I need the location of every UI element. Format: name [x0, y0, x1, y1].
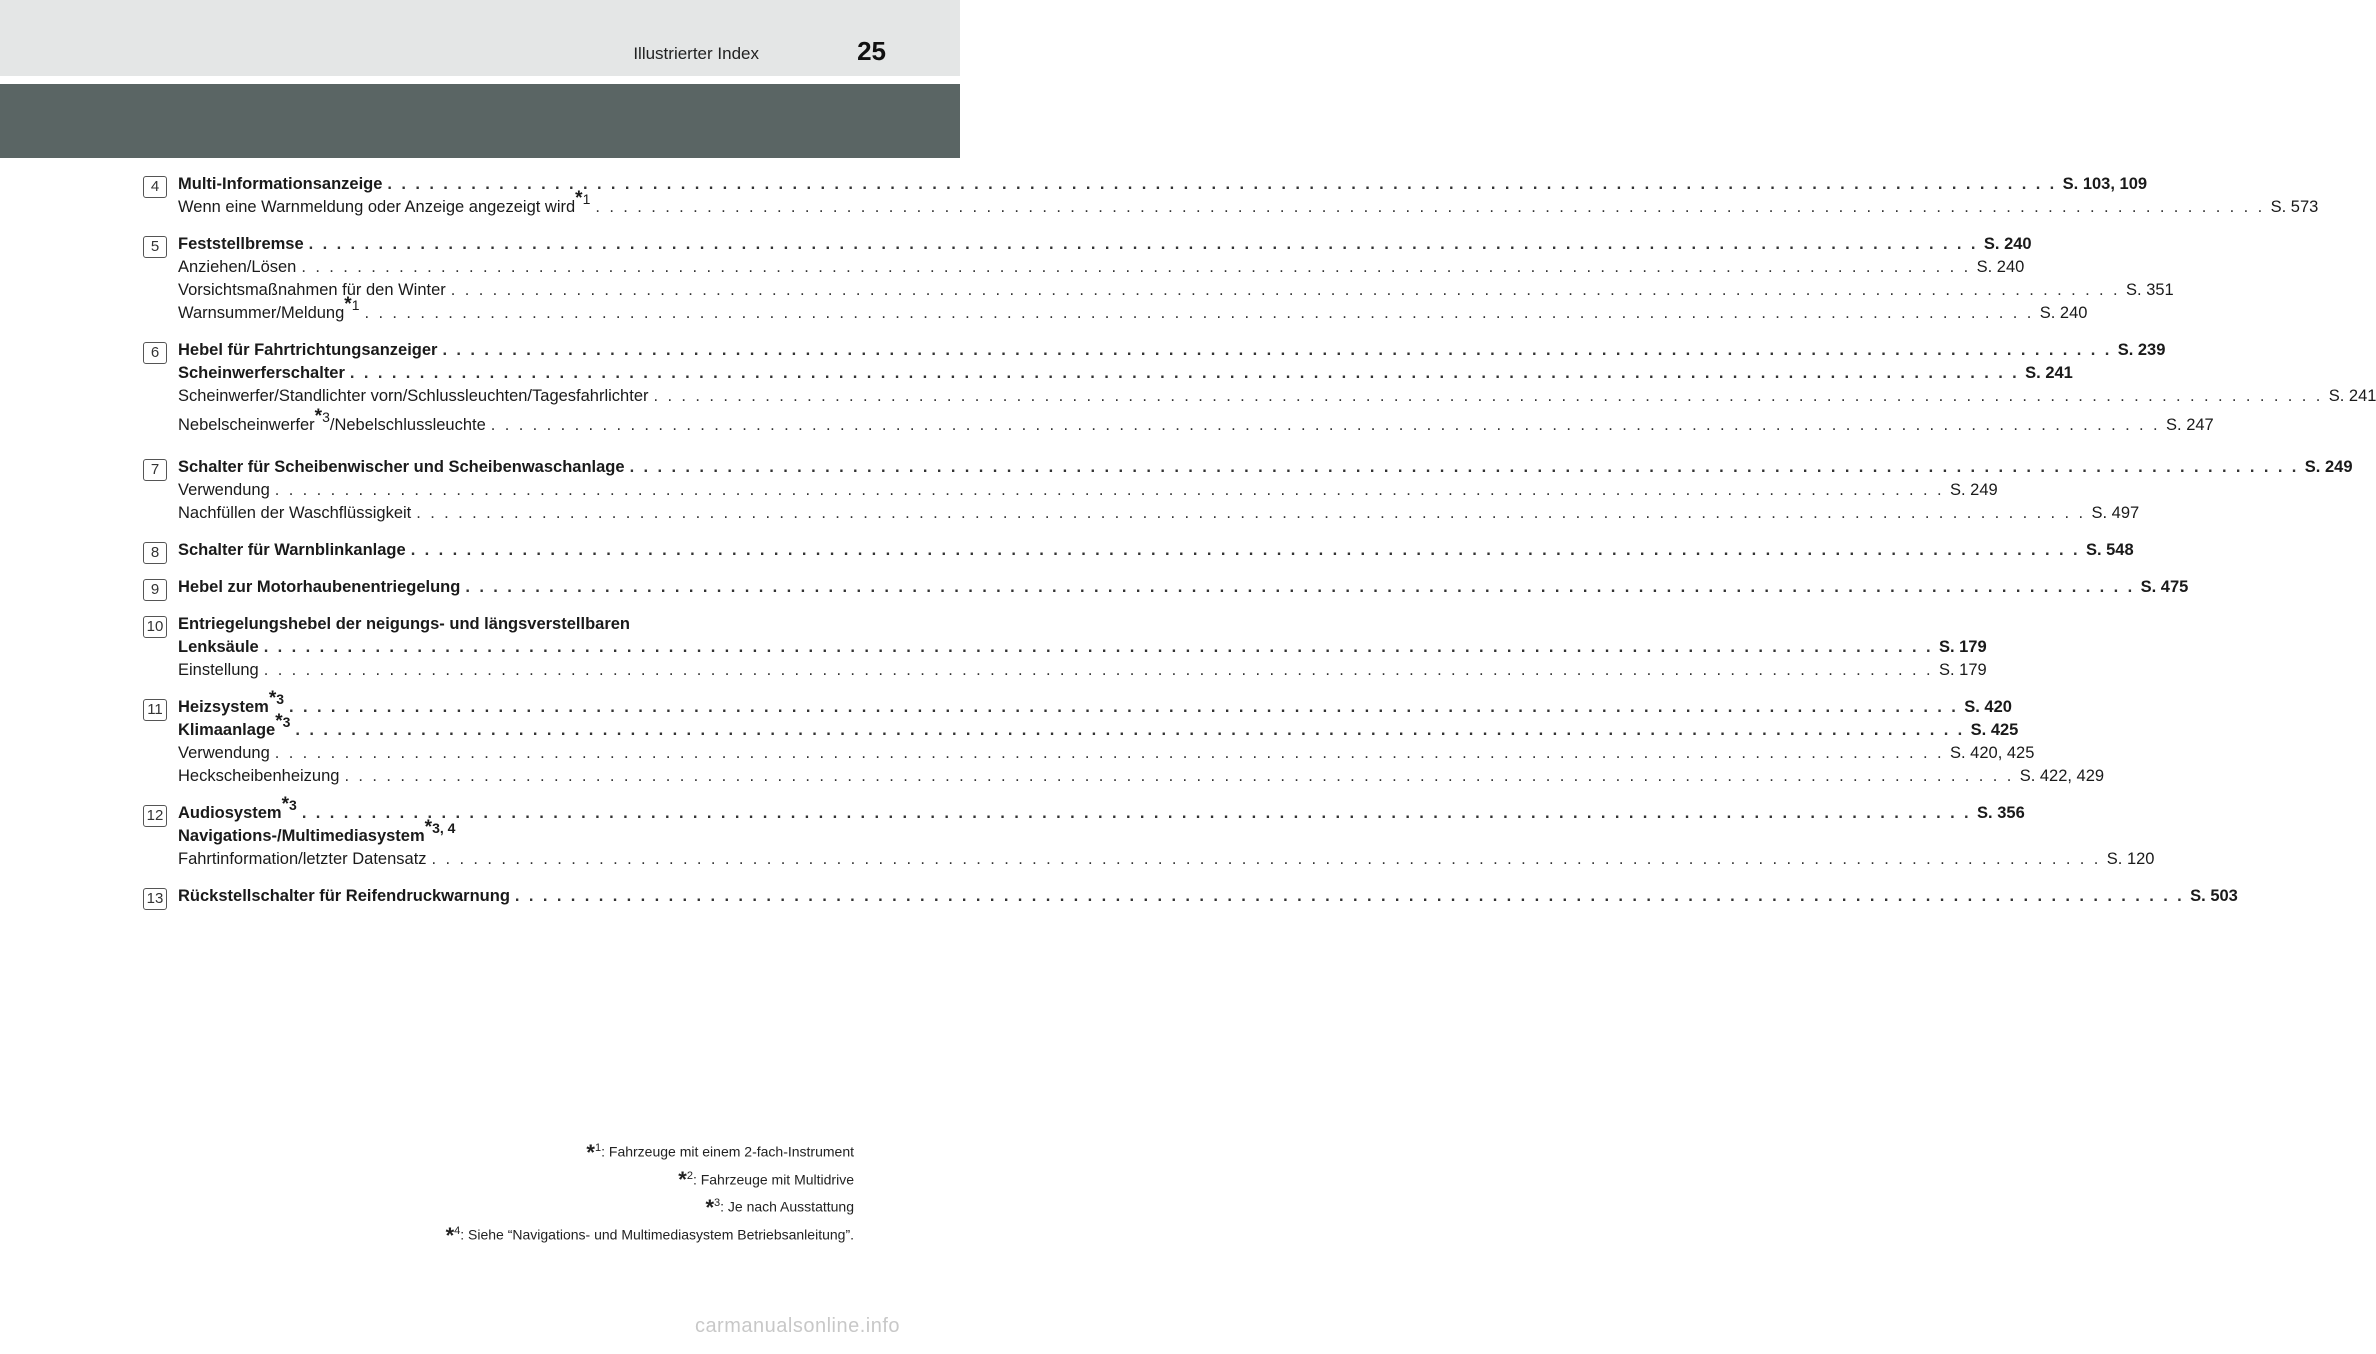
entry-text: Scheinwerfer/Standlichter vorn/Schlussleuchten/Tagesfahrlichter	[178, 387, 649, 405]
asterisk-icon: *	[275, 710, 283, 732]
index-entry-sub	[178, 187, 2319, 219]
entry-text: Anziehen/Lösen	[178, 258, 297, 276]
dot-leader: . . . . . . . . . . . . . . . . . . . . . . . . . . . . . . . . . . . . . . . . . . . . . . . . . . . . . . . . . . . . . . . . . . . . . . . . . . . . . . . . . . . . . . . . . . . . . . . . . . . . . . . . . . . . . . . . . . . . . . . .	[263, 638, 1933, 656]
index-group	[0, 339, 2376, 442]
page-reference: S. 247	[2166, 416, 2214, 434]
dot-leader: . . . . . . . . . . . . . . . . . . . . . . . . . . . . . . . . . . . . . . . . . . . . . . . . . . . . . . . . . . . . . . . . . . . . . . . . . . . . . . . . . . . . . . . . . . . . . . . . . . . . . . . . . . . . . . . . . . . . . . . .	[344, 767, 2014, 785]
entry-text: Nachfüllen der Waschflüssigkeit	[178, 504, 412, 522]
page-reference: S. 240	[1983, 235, 2032, 253]
entry-text: Hebel für Fahrtrichtungsanzeiger	[178, 341, 438, 359]
entry-label	[178, 848, 427, 871]
callout-number-badge: 9	[143, 579, 167, 601]
asterisk-icon: *	[705, 1194, 714, 1220]
page-reference: S. 179	[1938, 661, 1987, 679]
entry-label	[178, 293, 360, 325]
page-reference: S. 179	[1938, 638, 1987, 656]
index-group	[0, 576, 2189, 599]
page-reference: S. 503	[2190, 887, 2238, 905]
dot-leader: . . . . . . . . . . . . . . . . . . . . . . . . . . . . . . . . . . . . . . . . . . . . . . . . . . . . . . . . . . . . . . . . . . . . . . . . . . . . . . . . . . . . . . . . . . . . . . . . . . . . . . . . . . . . . . . . . . . . . . . .	[450, 281, 2121, 299]
entry-text: Schalter für Warnblinkanlage	[178, 541, 406, 559]
page-reference: S. 356	[1977, 804, 2025, 822]
entry-label	[178, 742, 270, 765]
page-reference: S. 420	[1964, 698, 2012, 716]
entry-text-continued: /Nebelschlussleuchte	[329, 416, 486, 434]
callout-number-badge: 13	[143, 888, 167, 910]
entry-text: Heizsystem	[178, 698, 269, 716]
index-entry-sub	[178, 502, 2140, 525]
index-entry-main	[178, 885, 2238, 908]
index-entry-sub	[178, 479, 1998, 502]
dot-leader: . . . . . . . . . . . . . . . . . . . . . . . . . . . . . . . . . . . . . . . . . . . . . . . . . . . . . . . . . . . . . . . . . . . . . . . . . . . . . . . . . . . . . . . . . . . . . . . . . . . . . . . . . . . . . . . . . . . . . . . .	[263, 661, 1933, 679]
dot-leader: . . . . . . . . . . . . . . . . . . . . . . . . . . . . . . . . . . . . . . . . . . . . . . . . . . . . . . . . . . . . . . . . . . . . . . . . . . . . . . . . . . . . . . . . . . . . . . . . . . . . . . . . . . . . . . . . . . . . . . . .	[301, 804, 1972, 822]
page-reference: S. 239	[2117, 341, 2166, 359]
page-reference: S. 120	[2106, 850, 2155, 868]
index-entry-sub	[178, 848, 2155, 871]
dot-leader: . . . . . . . . . . . . . . . . . . . . . . . . . . . . . . . . . . . . . . . . . . . . . . . . . . . . . . . . . . . . . . . . . . . . . . . . . . . . . . . . . . . . . . . . . . . . . . . . . . . . . . . . . . . . . . . . . . . . . . . .	[465, 578, 2135, 596]
dot-leader: . . . . . . . . . . . . . . . . . . . . . . . . . . . . . . . . . . . . . . . . . . . . . . . . . . . . . . . . . . . . . . . . . . . . . . . . . . . . . . . . . . . . . . . . . . . . . . . . . . . . . . . . . . . . . . . . . . . . . . . .	[490, 416, 2161, 434]
dot-leader: . . . . . . . . . . . . . . . . . . . . . . . . . . . . . . . . . . . . . . . . . . . . . . . . . . . . . . . . . . . . . . . . . . . . . . . . . . . . . . . . . . . . . . . . . . . . . . . . . . . . . . . . . . . . . . . . . . . . . . . .	[442, 341, 2112, 359]
index-entry-sub	[178, 256, 2025, 279]
entry-label	[178, 405, 486, 442]
entry-text: Navigations-/Multimediasystem	[178, 827, 425, 845]
footnote-number: 1	[594, 1142, 602, 1154]
index-group	[0, 793, 2155, 871]
footnote-text: : Je nach Ausstattung	[720, 1198, 854, 1215]
entry-text: Heckscheibenheizung	[178, 767, 340, 785]
callout-number-badge: 10	[143, 616, 167, 638]
page-reference: S. 103, 109	[2062, 175, 2148, 193]
entry-label	[178, 279, 446, 302]
dot-leader: . . . . . . . . . . . . . . . . . . . . . . . . . . . . . . . . . . . . . . . . . . . . . . . . . . . . . . . . . . . . . . . . . . . . . . . . . . . . . . . . . . . . . . . . . . . . . . . . . . . . . . . . . . . . . . . . . . . . . . . .	[595, 198, 2265, 216]
entry-text: Vorsichtsmaßnahmen für den Winter	[178, 281, 446, 299]
entry-label	[178, 765, 339, 788]
entry-text: Fahrtinformation/letzter Datensatz	[178, 850, 427, 868]
footnote-number: 3	[276, 690, 285, 707]
entry-label	[178, 502, 411, 525]
index-entry-main	[178, 793, 2025, 825]
index-group	[0, 613, 1987, 682]
footnote-reference	[314, 405, 330, 427]
entry-label	[178, 539, 406, 562]
header-banner	[0, 84, 960, 158]
page-reference: S. 422, 429	[2019, 767, 2105, 785]
page-reference: S. 240	[1976, 258, 2025, 276]
index-entry-sub	[178, 405, 2214, 442]
callout-number-badge: 11	[143, 699, 167, 721]
entry-label	[178, 885, 510, 908]
entry-text: Feststellbremse	[178, 235, 304, 253]
index-entry-main	[178, 539, 2134, 562]
page-reference: S. 420, 425	[1949, 744, 2035, 762]
entry-text: Audiosystem	[178, 804, 282, 822]
entry-text: Wenn eine Warnmeldung oder Anzeige angezeigt wird	[178, 198, 576, 216]
footnote-reference	[344, 293, 360, 315]
asterisk-icon: *	[344, 293, 352, 315]
entry-label	[178, 576, 460, 599]
dot-leader: . . . . . . . . . . . . . . . . . . . . . . . . . . . . . . . . . . . . . . . . . . . . . . . . . . . . . . . . . . . . . . . . . . . . . . . . . . . . . . . . . . . . . . . . . . . . . . . . . . . . . . . . . . . . . . . . . . . . . . . .	[653, 387, 2323, 405]
page-reference: S. 573	[2270, 198, 2319, 216]
footnote-number: 2	[686, 1169, 693, 1182]
footnote-line	[446, 1219, 854, 1247]
entry-label	[178, 816, 456, 848]
entry-text: Hebel zur Motorhaubenentriegelung	[178, 578, 461, 596]
footnote-text: : Fahrzeuge mit einem 2-fach-Instrument	[601, 1143, 854, 1160]
dot-leader: . . . . . . . . . . . . . . . . . . . . . . . . . . . . . . . . . . . . . . . . . . . . . . . . . . . . . . . . . . . . . . . . . . . . . . . . . . . . . . . . . . . . . . . . . . . . . . . . . . . . . . . . . . . . . . . . . . . . . . . .	[416, 504, 2086, 522]
index-entry-main	[178, 636, 1987, 659]
entry-text: Rückstellschalter für Reifendruckwarnung	[178, 887, 510, 905]
dot-leader: . . . . . . . . . . . . . . . . . . . . . . . . . . . . . . . . . . . . . . . . . . . . . . . . . . . . . . . . . . . . . . . . . . . . . . . . . . . . . . . . . . . . . . . . . . . . . . . . . . . . . . . . . . . . . . . . . . . . . . . .	[387, 175, 2057, 193]
entry-label	[178, 385, 649, 408]
footnote-number: 1	[351, 296, 360, 313]
dot-leader: . . . . . . . . . . . . . . . . . . . . . . . . . . . . . . . . . . . . . . . . . . . . . . . . . . . . . . . . . . . . . . . . . . . . . . . . . . . . . . . . . . . . . . . . . . . . . . . . . . . . . . . . . . . . . . . . . . . . . . . .	[274, 744, 1944, 762]
page-header-bar	[0, 0, 960, 76]
footnote-number: 4	[454, 1224, 461, 1237]
dot-leader: . . . . . . . . . . . . . . . . . . . . . . . . . . . . . . . . . . . . . . . . . . . . . . . . . . . . . . . . . . . . . . . . . . . . . . . . . . . . . . . . . . . . . . . . . . . . . . . . . . . . . . . . . . . . . . . . . . . . . . . .	[301, 258, 1971, 276]
index-entry-main	[178, 710, 2019, 742]
index-group	[0, 456, 2353, 525]
footnote-line	[446, 1164, 854, 1192]
callout-number-badge: 4	[143, 176, 167, 198]
dot-leader: . . . . . . . . . . . . . . . . . . . . . . . . . . . . . . . . . . . . . . . . . . . . . . . . . . . . . . . . . . . . . . . . . . . . . . . . . . . . . . . . . . . . . . . . . . . . . . . . . . . . . . . . . . . . . . . . . . . . . . . .	[295, 721, 1965, 739]
index-entry-main	[178, 362, 2073, 385]
page-reference: S. 241	[2025, 364, 2073, 382]
footnote-reference	[424, 816, 456, 838]
asterisk-icon: *	[424, 816, 433, 838]
dot-leader: . . . . . . . . . . . . . . . . . . . . . . . . . . . . . . . . . . . . . . . . . . . . . . . . . . . . . . . . . . . . . . . . . . . . . . . . . . . . . . . . . . . . . . . . . . . . . . . . . . . . . . . . . . . . . . . . . . . . . . . .	[274, 481, 1944, 499]
page-reference: S. 249	[2304, 458, 2353, 476]
asterisk-icon: *	[314, 405, 323, 427]
entry-label	[178, 793, 297, 825]
index-entry-sub	[178, 385, 2376, 408]
entry-label	[178, 233, 304, 256]
footnote-line	[446, 1136, 854, 1164]
index-entry-main	[178, 687, 2012, 719]
entry-text: Verwendung	[178, 481, 270, 499]
footnotes	[446, 1136, 854, 1247]
entry-text: Scheinwerferschalter	[178, 364, 345, 382]
section-title: Illustrierter Index	[633, 44, 759, 63]
entry-label	[178, 362, 345, 385]
dot-leader: . . . . . . . . . . . . . . . . . . . . . . . . . . . . . . . . . . . . . . . . . . . . . . . . . . . . . . . . . . . . . . . . . . . . . . . . . . . . . . . . . . . . . . . . . . . . . . . . . . . . . . . . . . . . . . . . . . . . . . . .	[431, 850, 2101, 868]
entry-text: Entriegelungshebel der neigungs- und längsverstellbaren	[178, 615, 631, 633]
index-group	[0, 173, 2319, 219]
footnote-number: 3, 4	[432, 819, 456, 836]
entry-label	[178, 636, 259, 659]
watermark: carmanualsonline.info	[694, 1315, 900, 1337]
callout-number-badge: 6	[143, 342, 167, 364]
entry-label	[178, 456, 625, 479]
asterisk-icon: *	[575, 187, 583, 209]
entry-label	[178, 479, 270, 502]
footnote-number: 3	[322, 408, 330, 425]
index-list	[0, 173, 2376, 922]
entry-label	[178, 659, 259, 682]
asterisk-icon: *	[586, 1139, 595, 1165]
page-reference: S. 240	[2039, 304, 2088, 322]
entry-text: Lenksäule	[178, 638, 259, 656]
index-entry-main	[178, 576, 2189, 599]
asterisk-icon: *	[445, 1222, 455, 1248]
callout-number-badge: 7	[143, 459, 167, 481]
entry-text: Verwendung	[178, 744, 270, 762]
index-entry-main	[178, 339, 2166, 362]
entry-text: Schalter für Scheibenwischer und Scheibenwaschanlage	[178, 458, 625, 476]
page-reference: S. 548	[2085, 541, 2134, 559]
asterisk-icon: *	[268, 687, 277, 709]
dot-leader: . . . . . . . . . . . . . . . . . . . . . . . . . . . . . . . . . . . . . . . . . . . . . . . . . . . . . . . . . . . . . . . . . . . . . . . . . . . . . . . . . . . . . . . . . . . . . . . . . . . . . . . . . . . . . . . . . . . . . . . .	[308, 235, 1978, 253]
entry-text: Warnsummer/Meldung	[178, 304, 345, 322]
index-entry-main	[178, 173, 2148, 196]
entry-label	[178, 687, 285, 719]
footnote-reference	[275, 710, 291, 732]
dot-leader: . . . . . . . . . . . . . . . . . . . . . . . . . . . . . . . . . . . . . . . . . . . . . . . . . . . . . . . . . . . . . . . . . . . . . . . . . . . . . . . . . . . . . . . . . . . . . . . . . . . . . . . . . . . . . . . . . . . . . . . .	[410, 541, 2080, 559]
asterisk-icon: *	[281, 793, 290, 815]
entry-label	[178, 710, 291, 742]
footnote-reference	[268, 687, 285, 709]
entry-label	[178, 339, 437, 362]
index-group	[0, 687, 2105, 788]
dot-leader: . . . . . . . . . . . . . . . . . . . . . . . . . . . . . . . . . . . . . . . . . . . . . . . . . . . . . . . . . . . . . . . . . . . . . . . . . . . . . . . . . . . . . . . . . . . . . . . . . . . . . . . . . . . . . . . . . . . . . . . .	[364, 304, 2034, 322]
footnote-reference	[575, 187, 591, 209]
callout-number-badge: 5	[143, 236, 167, 258]
entry-text: Einstellung	[178, 661, 259, 679]
footnote-reference	[281, 793, 297, 815]
dot-leader: . . . . . . . . . . . . . . . . . . . . . . . . . . . . . . . . . . . . . . . . . . . . . . . . . . . . . . . . . . . . . . . . . . . . . . . . . . . . . . . . . . . . . . . . . . . . . . . . . . . . . . . . . . . . . . . . . . . . . . . .	[349, 364, 2020, 382]
footnote-number: 3	[714, 1197, 721, 1210]
footnote-number: 1	[582, 190, 591, 207]
entry-label	[178, 173, 382, 196]
index-group	[0, 885, 2238, 908]
page-reference: S. 249	[1949, 481, 1998, 499]
footnote-number: 3	[282, 713, 291, 730]
dot-leader: . . . . . . . . . . . . . . . . . . . . . . . . . . . . . . . . . . . . . . . . . . . . . . . . . . . . . . . . . . . . . . . . . . . . . . . . . . . . . . . . . . . . . . . . . . . . . . . . . . . . . . . . . . . . . . . . . . . . . . . .	[514, 887, 2185, 905]
callout-number-badge: 12	[143, 805, 167, 827]
index-entry-main	[178, 613, 815, 636]
index-entry-sub	[178, 659, 1987, 682]
page-reference: S. 475	[2140, 578, 2189, 596]
index-entry-sub	[178, 742, 2035, 765]
page-number: 25	[857, 36, 886, 66]
page-reference: S. 425	[1970, 721, 2019, 739]
dot-leader: . . . . . . . . . . . . . . . . . . . . . . . . . . . . . . . . . . . . . . . . . . . . . . . . . . . . . . . . . . . . . . . . . . . . . . . . . . . . . . . . . . . . . . . . . . . . . . . . . . . . . . . . . . . . . . . . . . . . . . . .	[629, 458, 2299, 476]
callout-number-badge: 8	[143, 542, 167, 564]
entry-label	[178, 187, 591, 219]
entry-text: Multi-Informationsanzeige	[178, 175, 383, 193]
entry-text: Nebelscheinwerfer	[178, 416, 315, 434]
footnote-text: : Fahrzeuge mit Multidrive	[692, 1171, 854, 1188]
index-group	[0, 233, 2174, 325]
index-entry-main	[178, 816, 815, 848]
page-reference: S. 241	[2328, 387, 2376, 405]
footnote-text: : Siehe “Navigations- und Multimediasystem Betriebsanleitung”.	[460, 1226, 854, 1243]
entry-text: Klimaanlage	[178, 721, 276, 739]
page-reference: S. 497	[2091, 504, 2140, 522]
asterisk-icon: *	[678, 1167, 687, 1193]
index-entry-sub	[178, 279, 2174, 302]
index-entry-sub	[178, 293, 2088, 325]
entry-label	[178, 613, 630, 636]
footnote-line	[446, 1191, 854, 1219]
index-entry-main	[178, 233, 2032, 256]
page-reference: S. 351	[2126, 281, 2174, 299]
index-group	[0, 539, 2134, 562]
footnote-number: 3	[289, 796, 297, 813]
index-entry-main	[178, 456, 2353, 479]
entry-label	[178, 256, 296, 279]
index-entry-sub	[178, 765, 2105, 788]
dot-leader: . . . . . . . . . . . . . . . . . . . . . . . . . . . . . . . . . . . . . . . . . . . . . . . . . . . . . . . . . . . . . . . . . . . . . . . . . . . . . . . . . . . . . . . . . . . . . . . . . . . . . . . . . . . . . . . . . . . . . . . .	[289, 698, 1959, 716]
